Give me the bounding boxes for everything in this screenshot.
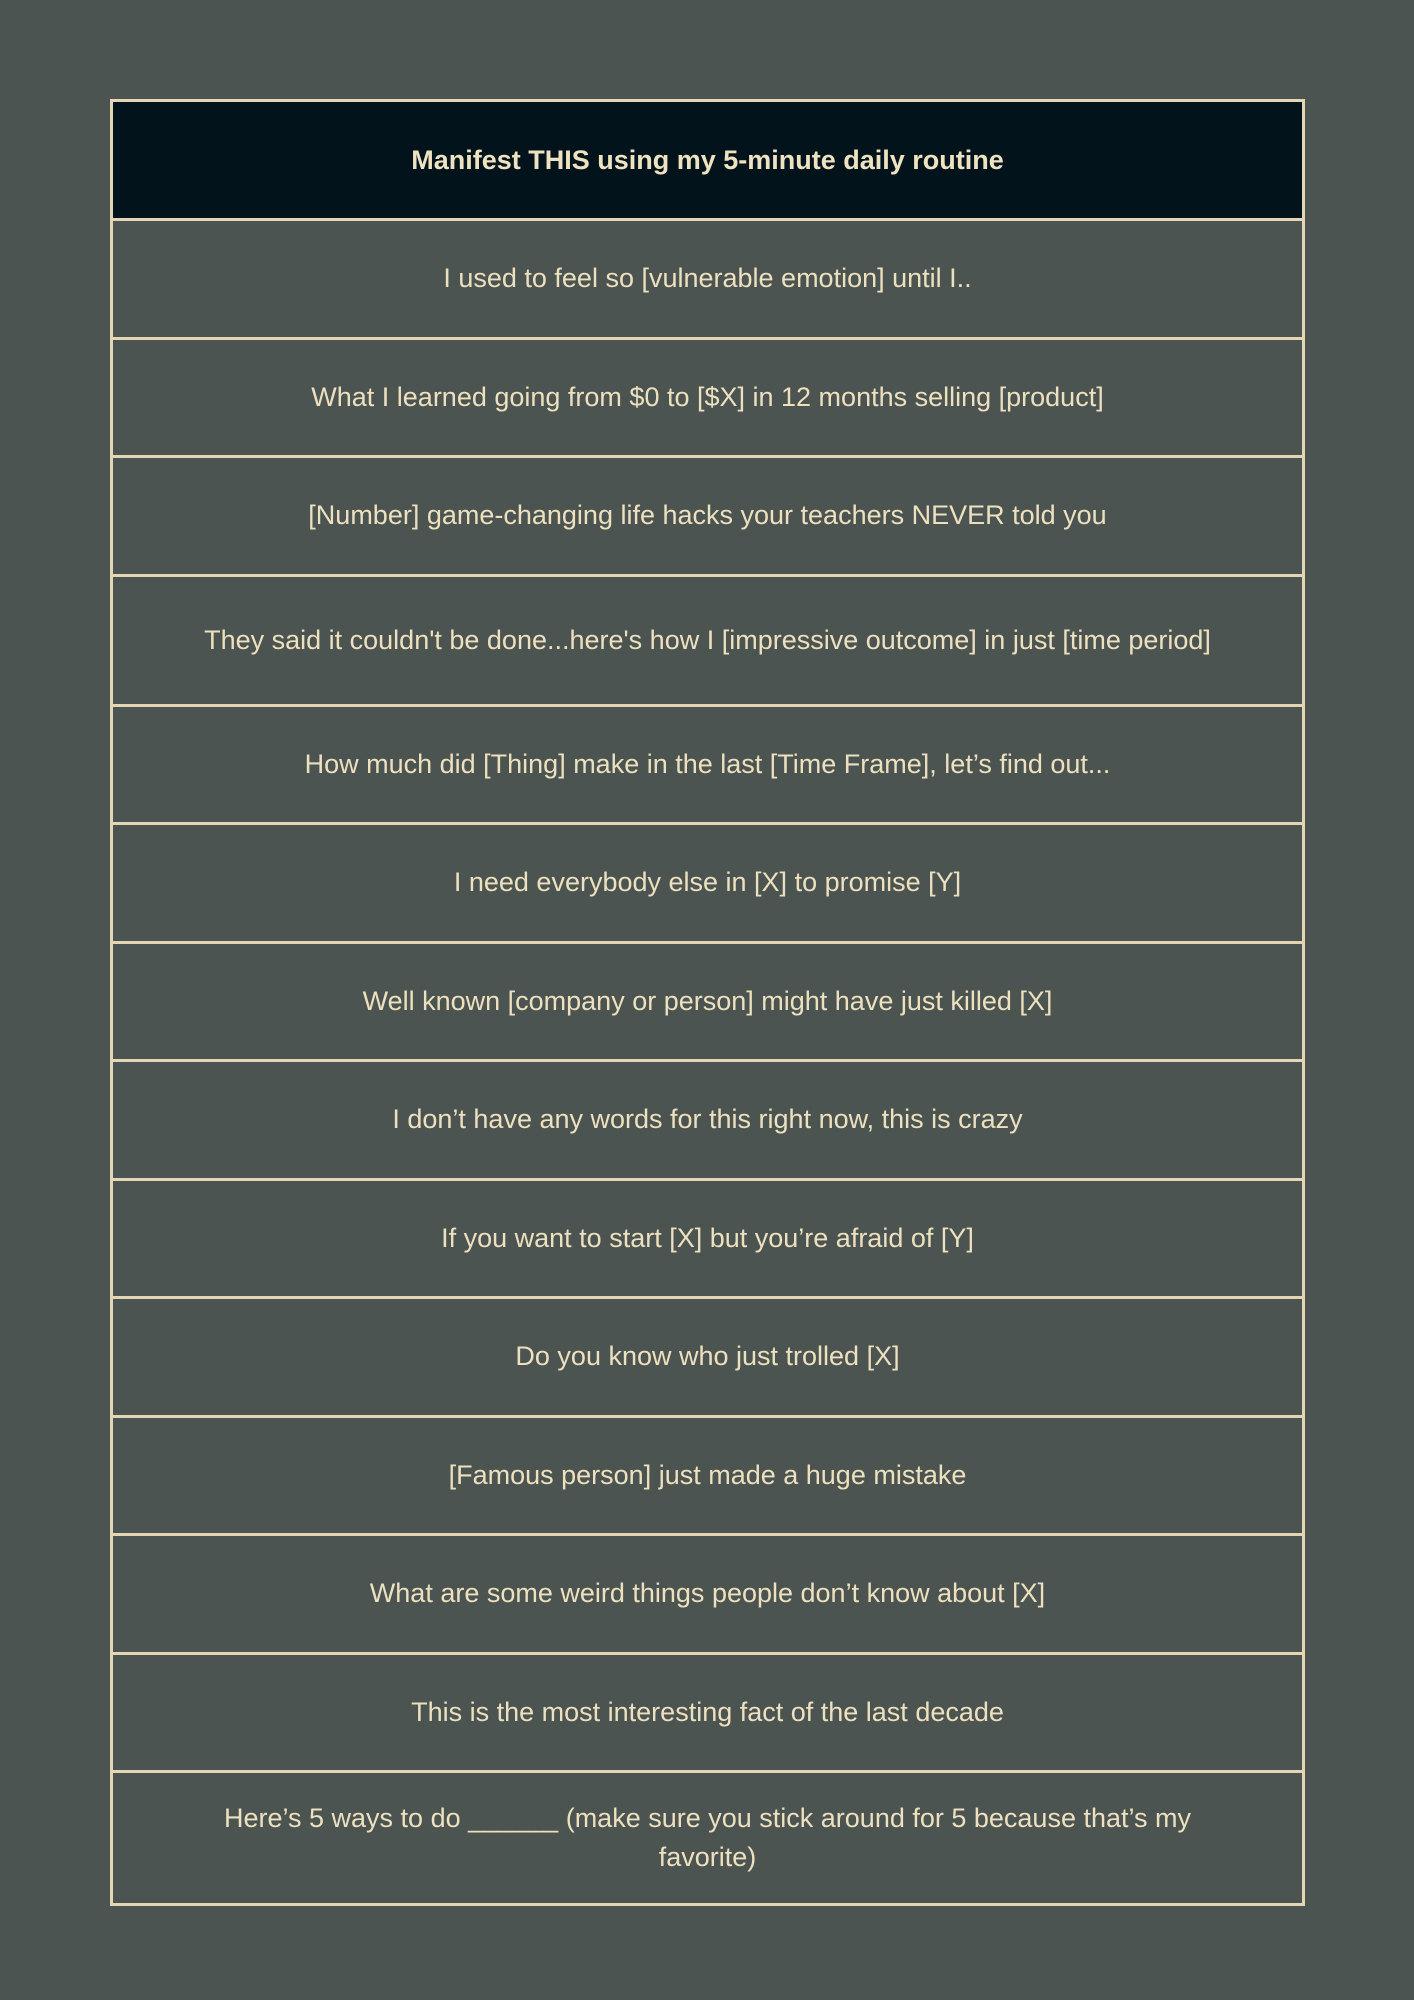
table-row: If you want to start [X] but you’re afraid of [Y] [113,1181,1302,1300]
table-row: Do you know who just trolled [X] [113,1299,1302,1418]
table-row: I used to feel so [vulnerable emotion] until I.. [113,221,1302,340]
table-row: I need everybody else in [X] to promise [Y] [113,825,1302,944]
table-row: What are some weird things people don’t know about [X] [113,1536,1302,1655]
table-row: I don’t have any words for this right now, this is crazy [113,1062,1302,1181]
table-row: What I learned going from $0 to [$X] in 12 months selling [product] [113,340,1302,459]
table-row: How much did [Thing] make in the last [Time Frame], let’s find out... [113,707,1302,826]
hooks-table [110,99,1305,1906]
table-row: This is the most interesting fact of the last decade [113,1655,1302,1774]
table-row: [Famous person] just made a huge mistake [113,1418,1302,1537]
table-row: Well known [company or person] might have just killed [X] [113,944,1302,1063]
table-row: They said it couldn't be done...here's how I [impressive outcome] in just [time period] [113,577,1302,707]
table-header: Manifest THIS using my 5-minute daily routine [113,102,1302,221]
table-row: [Number] game-changing life hacks your teachers NEVER told you [113,458,1302,577]
table-row: Here’s 5 ways to do ______ (make sure you stick around for 5 because that’s my favorite) [223,1803,1192,1872]
